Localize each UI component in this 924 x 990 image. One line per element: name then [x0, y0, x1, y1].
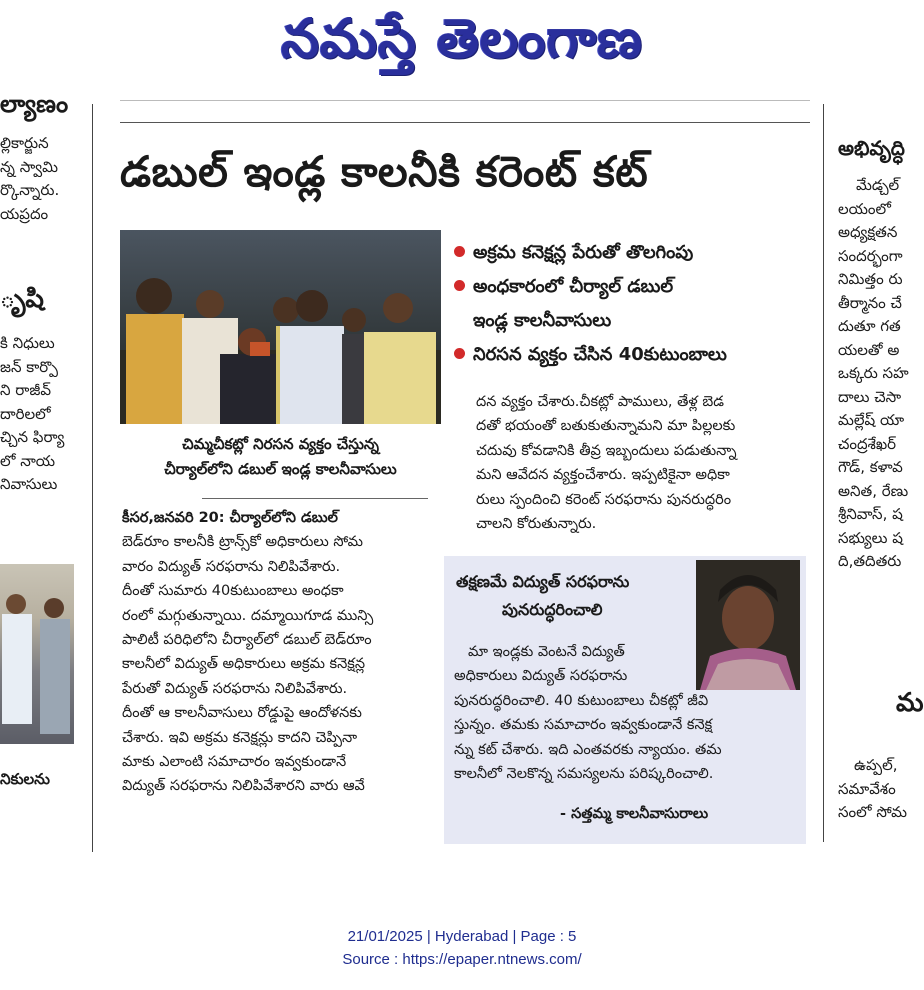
masthead-logo: [0, 2, 924, 74]
body-line: కీసర,జనవరి 20: చీర్యాల్‌లోని డబుల్: [122, 510, 338, 526]
quote-line: న్ను కట్ చేశారు. ఇది ఎంతవరకు న్యాయం. తమ: [454, 741, 722, 758]
left-line: దారిలలో: [0, 404, 51, 423]
right-line: అధ్యక్షతన: [838, 223, 898, 241]
bullet-dot-icon: [454, 348, 465, 359]
bullet-item: [454, 270, 727, 304]
footer-date-line: 21/01/2025 | Hyderabad | Page : 5: [347, 928, 577, 945]
quote-body: [454, 640, 800, 786]
right-line: సంలో సోమ: [838, 803, 908, 821]
body-line: రులు స్పందించి కరెంట్ సరఫరాను పునరుద్ధరిం: [476, 491, 732, 508]
bullet-text: నిరసన వ్యక్తం చేసిన 40కుటుంబాలు: [473, 344, 727, 365]
body-line: మని ఆవేదన వ్యక్తంచేశారు. ఇప్పటికైనా అధికా: [476, 467, 730, 484]
body-line: దన వ్యక్తం చేశారు.చీకట్లో పాములు, తేళ్ల బెడ: [476, 394, 724, 410]
left-line: లో నాయ: [0, 451, 56, 470]
right-heading: అభివృద్ధి: [838, 136, 905, 160]
body-line: మాకు ఎలాంటి సమాచారం ఇవ్వకుండానే: [122, 754, 347, 771]
caption-line: చిమ్మచీకట్లో నిరసన వ్యక్తం చేస్తున్న: [182, 435, 379, 453]
quote-line: మా ఇండ్లకు వెంటనే విద్యుత్: [468, 644, 625, 660]
quote-title-line: తక్షణమే విద్యుత్ సరఫరాను: [456, 572, 630, 591]
quote-line: స్తున్నం. తమకు సమాచారం ఇవ్వకుండానే కనెక్ష: [454, 717, 713, 734]
body-line: దీంతో సుమారు 40కుటుంబాలు అంధకా: [122, 583, 344, 600]
quote-line: పునరుద్ధరించాలి. 40 కుటుంబాలు చీకట్లో జీవి: [454, 692, 709, 709]
left-line: చ్చిన ఫిర్యా: [0, 428, 65, 446]
right-line: తీర్మానం చే: [838, 293, 902, 312]
bullet-item: [454, 338, 727, 372]
right-line: సందర్భంగా: [838, 246, 903, 265]
column-rule: [823, 104, 824, 842]
right-line: మేడ్చల్: [856, 176, 900, 194]
bullet-dot-icon: [454, 280, 465, 291]
left-line: నివాసులు: [0, 475, 58, 493]
right-line: సమావేశం: [838, 779, 896, 798]
caption-rule: [202, 498, 428, 499]
footer-source-link[interactable]: Source : https://epaper.ntnews.com/: [342, 951, 582, 968]
right-line: ఒక్కరు సహ: [838, 364, 909, 382]
top-rule: [120, 100, 810, 101]
photo-caption: [120, 432, 441, 482]
protest-photo-icon: [120, 230, 441, 424]
body-line: దీంతో ఆ కాలనీవాసులు రోడ్డుపై ఆందోళనకు: [122, 705, 362, 722]
body-line: దతో భయంతో బతుకుతున్నామని మా పిల్లలకు: [476, 418, 736, 435]
body-line: చదువు కోవడానికి తీవ్ర ఇబ్బందులు పడుతున్నా: [476, 442, 737, 459]
right-heading-2: మ: [896, 688, 924, 718]
quote-line: కాలనీలో నెలకొన్న సమస్యలను పరిష్కరించాలి.: [454, 766, 714, 783]
right-line: మల్లేష్ యా: [838, 411, 905, 429]
bullet-text: అంధకారంలో చీర్యాల్ డబుల్: [473, 276, 674, 297]
bullet-text: అక్రమ కనెక్షన్ల పేరుతో తొలగింపు: [473, 242, 694, 263]
body-line: విద్యుత్ సరఫరాను నిలిపివేశారని వారు ఆవే: [122, 778, 365, 795]
column-rule: [92, 104, 93, 852]
body-line: చాలని కోరుతున్నారు.: [476, 516, 597, 533]
left-caption: నికులను: [0, 770, 50, 788]
quote-title-line: పునరుద్ధరించాలి: [502, 600, 603, 619]
people-figures-icon: [0, 564, 74, 744]
masthead-title: నమస్తే తెలంగాణ: [281, 6, 643, 70]
right-line: దుతూ గత: [838, 317, 901, 335]
body-line: రంలో మగ్గుతున్నాయి. దమ్మాయిగూడ మున్సి: [122, 607, 374, 624]
main-headline: డబుల్ ఇండ్ల కాలనీకి కరెంట్ కట్: [120, 147, 649, 196]
left-photo: [0, 564, 74, 744]
headline-rule: [120, 122, 810, 123]
right-line: ది,తదితరు: [838, 552, 902, 570]
bullet-dot-icon: [454, 246, 465, 257]
right-line: అనిత, రేణు: [838, 481, 909, 500]
right-column: [838, 136, 924, 836]
right-line: యలతో అ: [838, 340, 900, 359]
quote-title: [456, 568, 629, 624]
body-line: పేరుతో విద్యుత్ సరఫరాను నిలిపివేశారు.: [122, 680, 348, 697]
quote-signature: - సత్తమ్మ కాలనీవాసురాలు: [560, 806, 709, 822]
body-line: కాలనీలో విద్యుత్ అధికారులు అక్రమ కనెక్షన్ల: [122, 656, 366, 673]
right-line: ఉప్పల్,: [854, 756, 898, 774]
right-line: దాలు చెసా: [838, 387, 902, 406]
left-line: ని రాజీవ్: [0, 381, 51, 399]
body-line: పాలిటీ పరిధిలోని చీర్యాల్‌లో డబుల్ బెడ్‌రూం: [122, 632, 372, 649]
left-line: జన్ కార్పొ: [0, 357, 58, 376]
right-line: చంద్రశేఖర్: [838, 434, 897, 453]
right-line: లయంలో: [838, 199, 891, 218]
left-line: యప్రదం: [0, 204, 49, 223]
right-line: గౌడ్, కళావ: [838, 458, 903, 476]
right-line: సభ్యులు ష: [838, 528, 903, 547]
caption-line: చీర్యాల్‌లోని డబుల్ ఇండ్ల కాలనీవాసులు: [164, 460, 397, 478]
right-line: శ్రీనివాస్, ష: [838, 505, 903, 523]
left-heading-2: ృషి: [0, 284, 44, 314]
bullet-continuation: [454, 304, 727, 338]
article-body-col2: [476, 390, 804, 536]
bullet-text: ఇండ్ల కాలనీవాసులు: [473, 310, 612, 331]
protest-photo: [120, 230, 441, 424]
quote-line: అధికారులు విద్యుత్ సరఫరాను: [454, 668, 628, 685]
left-column: [0, 86, 90, 806]
bullet-item: [454, 236, 727, 270]
quote-box: [444, 556, 806, 844]
body-line: చేశారు. ఇవి అక్రమ కనెక్షన్లు కాదని చెప్పినా: [122, 729, 358, 746]
left-line: ల్లికార్జున: [0, 134, 49, 152]
right-line: నిమిత్తం రు: [838, 270, 903, 288]
article-body-col1: [122, 506, 444, 799]
left-line: న్న స్వామి: [0, 157, 58, 176]
left-line: కి నిధులు: [0, 334, 55, 352]
body-line: బెడ్‌రూం కాలనీకి ట్రాన్స్‌కో అధికారులు సోమ: [122, 534, 363, 551]
body-line: వారం విద్యుత్ సరఫరాను నిలిపివేశారు.: [122, 558, 341, 575]
highlight-bullets: [454, 236, 727, 372]
left-line: ర్కొన్నారు.: [0, 181, 60, 199]
left-heading: ల్యాణం: [0, 90, 69, 118]
